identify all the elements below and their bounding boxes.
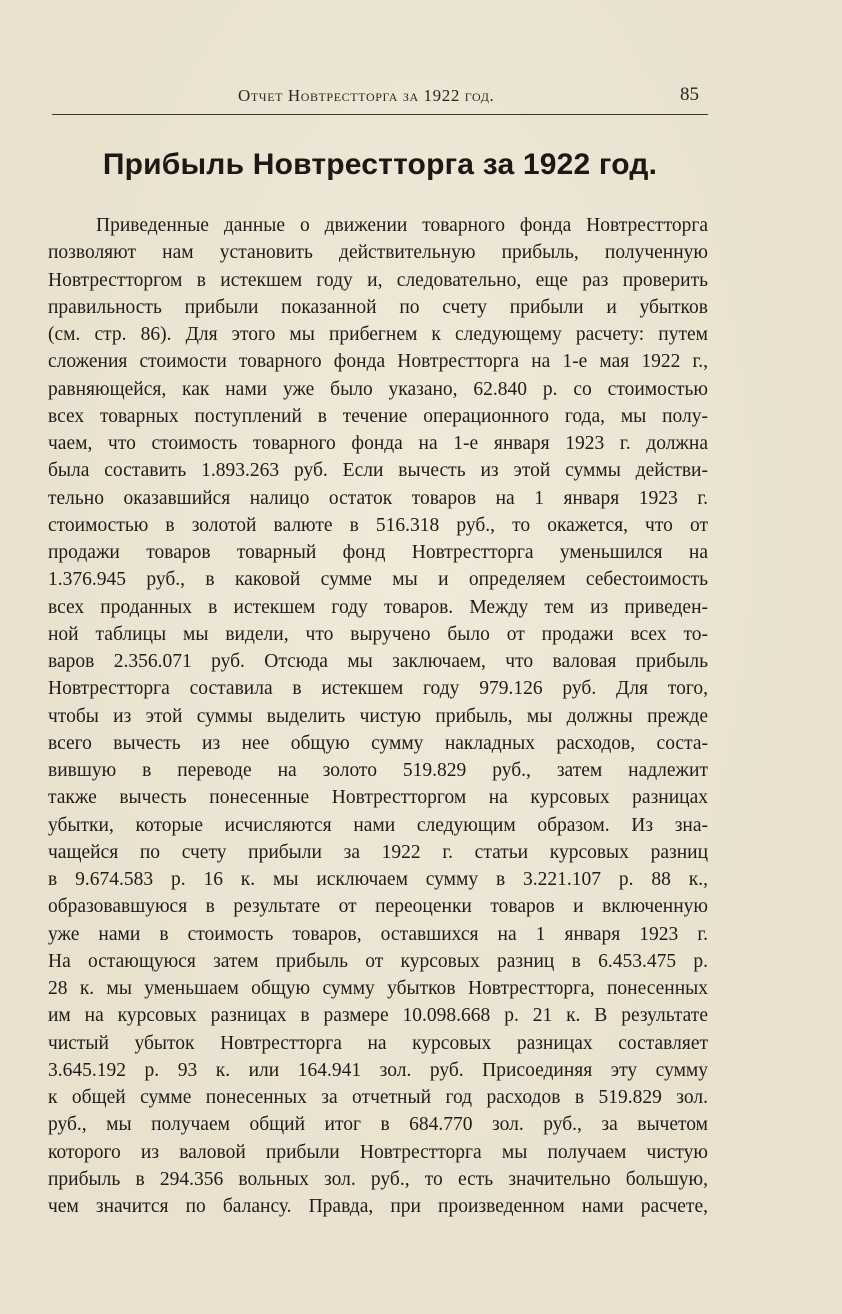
text-line: уже нами в стоимость товаров, оставшихся на 1 января 1923 г. [48, 923, 708, 945]
text-line: Новтрестторга составила в истекшем году 979.126 руб. Для того, [48, 678, 708, 700]
text-line: стоимостью в золотой валюте в 516.318 руб., то окажется, что от [48, 514, 708, 536]
text-line: чтобы из этой суммы выделить чистую прибыль, мы должны прежде [48, 705, 708, 727]
text-line: образовавшуюся в результате от переоценки товаров и включенную [48, 896, 708, 918]
text-line: им на курсовых разницах в размере 10.098.668 р. 21 к. В результате [48, 1005, 708, 1027]
text-line: прибыль в 294.356 вольных зол. руб., то есть значительно большую, [48, 1168, 708, 1190]
text-line: к общей сумме понесенных за отчетный год расходов в 519.829 зол. [48, 1087, 708, 1108]
page-number: 85 [680, 84, 699, 105]
text-line: сложения стоимости товарного фонда Новтрестторга на 1-е мая 1922 г., [48, 351, 708, 373]
running-header: Отчет Новтрестторга за 1922 год. [238, 86, 495, 105]
text-line: также вычесть понесенные Новтрестторгом на курсовых разницах [48, 787, 708, 809]
text-line: 3.645.192 р. 93 к. или 164.941 зол. руб. Присоединяя эту сумму [48, 1059, 708, 1081]
text-line: в 9.674.583 р. 16 к. мы исключаем сумму в 3.221.107 р. 88 к., [48, 869, 708, 890]
text-line: Новтрестторгом в истекшем году и, следовательно, еще раз проверить [48, 269, 708, 291]
text-line: продажи товаров товарный фонд Новтрестторга уменьшился на [48, 542, 708, 563]
text-line: правильность прибыли показанной по счету прибыли и убытков [48, 296, 708, 318]
header-rule [52, 114, 708, 115]
text-line: чащейся по счету прибыли за 1922 г. статьи курсовых разниц [48, 841, 708, 863]
text-line: (см. стр. 86). Для этого мы прибегнем к следующему расчету: путем [48, 324, 708, 345]
text-line: всех товарных поступлений в течение операционного года, мы полу- [48, 405, 708, 427]
text-line: варов 2.356.071 руб. Отсюда мы заключаем, что валовая прибыль [48, 651, 708, 672]
text-line: которого из валовой прибыли Новтрестторга мы получаем чистую [48, 1141, 708, 1163]
text-line: вившую в переводе на золото 519.829 руб., затем надлежит [48, 760, 708, 781]
text-line: позволяют нам установить действительную прибыль, полученную [48, 242, 708, 264]
text-line: чем значится по балансу. Правда, при произведенном нами расчете, [48, 1196, 708, 1217]
text-line: была составить 1.893.263 руб. Если вычесть из этой суммы действи- [48, 460, 708, 482]
text-line: всех проданных в истекшем году товаров. Между тем из приведен- [48, 596, 708, 618]
text-line: равняющейся, как нами уже было указано, 62.840 р. со стоимостью [48, 378, 708, 400]
text-line: убытки, которые исчисляются нами следующим образом. Из зна- [48, 814, 708, 836]
text-line: На остающуюся затем прибыль от курсовых разниц в 6.453.475 р. [48, 950, 708, 972]
text-line: 28 к. мы уменьшаем общую сумму убытков Новтрестторга, понесенных [48, 978, 708, 999]
text-line: чистый убыток Новтрестторга на курсовых разницах составляет [48, 1032, 708, 1054]
text-line: руб., мы получаем общий итог в 684.770 зол. руб., за вычетом [48, 1114, 708, 1136]
text-line: 1.376.945 руб., в каковой сумме мы и определяем себестоимость [48, 569, 708, 591]
text-line: чаем, что стоимость товарного фонда на 1-е января 1923 г. должна [48, 433, 708, 454]
text-line: Приведенные данные о движении товарного фонда Новтрестторга [96, 215, 708, 236]
body-text [48, 212, 708, 1220]
text-line: тельно оказавшийся налицо остаток товаров на 1 января 1923 г. [48, 487, 708, 509]
text-line: всего вычесть из нее общую сумму накладных расходов, соста- [48, 732, 708, 754]
section-title: Прибыль Новтрестторга за 1922 год. [102, 148, 658, 181]
text-line: ной таблицы мы видели, что выручено было от продажи всех то- [48, 623, 708, 645]
